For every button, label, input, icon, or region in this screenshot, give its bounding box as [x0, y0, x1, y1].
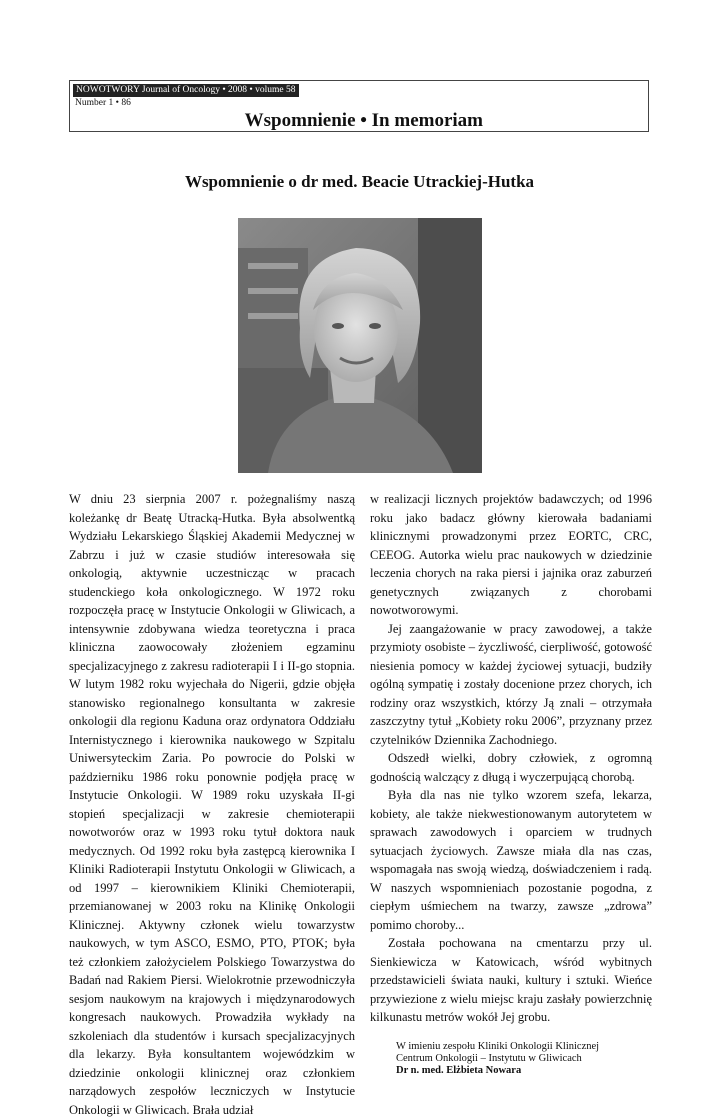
- journal-tag: NOWOTWORY Journal of Oncology • 2008 • volume 58: [73, 84, 299, 97]
- paragraph: w realizacji licznych projektów badawczych; od 1996 roku jako badacz główny kierowała badaniami klinicznymi prowadzonymi przez EORTC, CRC, CEEOG. Autorka wielu prac naukowych w dziedzinie leczenia chorych na raka piersi i jajnika oraz zaburzeń genetycznych związanych z chorobami nowotworowymi.: [370, 492, 652, 617]
- signature-line: Centrum Onkologii – Instytutu w Gliwicach: [396, 1052, 582, 1064]
- paragraph: Odszedł wielki, dobry człowiek, z ogromną godnością walczący z długą i wyczerpującą chorobą.: [370, 751, 652, 784]
- text-column-right: [370, 490, 652, 1077]
- paragraph: Była dla nas nie tylko wzorem szefa, lekarza, kobiety, ale także niekwestionowanym autorytetem w sprawach zawodowych i oparciem w trudnych sytuacjach życiowych. Zawsze miała dla nas czas, wspomagała nas swoją wiedzą, doświadczeniem i radą. W naszych wspomnieniach pozostanie pogodna, z ciepłym uśmiechem na twarzy, zawsze „zdrowa” pomimo choroby...: [370, 788, 652, 932]
- portrait-photo: [238, 218, 482, 473]
- signature-line: W imieniu zespołu Kliniki Onkologii Klinicznej: [396, 1040, 600, 1052]
- signature-block: [370, 1041, 652, 1077]
- text-column-left: [69, 490, 355, 1119]
- section-title: Wspomnienie • In memoriam: [244, 110, 483, 131]
- paragraph: W dniu 23 sierpnia 2007 r. pożegnaliśmy naszą koleżankę dr Beatę Utracką-Hutka. Była absolwentką Wydziału Lekarskiego Śląskiej Akademii Medycznej w Zabrzu i już w czasie studiów interesowała się onkologią, aktywnie uczestnicząc w pracach studenckiego koła onkologicznego. W 1972 roku rozpoczęła pracę w Instytucie Onkologii w Gliwicach, a intensywnie zdobywana wiedza teoretyczna i praca kliniczna zaowocowały złożeniem egzaminu specjalizacyjnego z zakresu radioterapii I i II-go stopnia. W lutym 1982 roku wyjechała do Nigerii, gdzie objęła stanowisko regionalnego konsultanta w zakresie onkologii dla regionu Kaduna oraz ordynatora Oddziału Internistycznego i kierownika naukowego w Szpitalu Uniwersyteckim Zaria. Po powrocie do Polski w październiku 1986 roku ponownie podjęła pracę w Instytucie Onkologii. W 1989 roku uzyskała II-gi stopień specjalizacji w zakresie chemioterapii nowotworów oraz w 1993 roku tytuł doktora nauk medycznych. Od 1992 roku była zastępcą kierownika I Kliniki Radioterapii Instytutu Onkologii w Gliwicach, a od 1997 – kierownikiem Kliniki Chemioterapii, przemianowanej w 2003 roku na Klinikę Onkologii Klinicznej. Aktywny członek wielu towarzystw naukowych, w tym ASCO, ESMO, PTO, PTOK; była też członkiem założycielem Polskiego Towarzystwa do Badań nad Rakiem Piersi. Wielokrotnie przewodniczyła sesjom naukowym na krajowych i międzynarodowych kongresach naukowych. Prowadziła wykłady na szkoleniach dla studentów i kursach specjalizacyjnych dla lekarzy. Była konsultantem wojewódzkim w dziedzinie onkologii klinicznej oraz członkiem narządowych zespołów leczniczych w Instytucie Onkologii w Gliwicach. Brała udział: [69, 492, 355, 1117]
- journal-header: [69, 80, 649, 132]
- issue-number: Number 1 • 86: [75, 98, 131, 108]
- signature-author: Dr n. med. Elżbieta Nowara: [396, 1064, 522, 1076]
- article-title: Wspomnienie o dr med. Beacie Utrackiej-Hutka: [184, 172, 535, 191]
- paragraph: Została pochowana na cmentarzu przy ul. Sienkiewicza w Katowicach, wśród wybitnych przedstawicieli świata nauki, kultury i sztuki. Wieńce przywiezione z wielu miejsc kraju zasłały powierzchnię kilkunastu metrów wokół Jej grobu.: [370, 936, 652, 1024]
- paragraph: Jej zaangażowanie w pracy zawodowej, a także przymioty osobiste – życzliwość, cierpliwość, gotowość niesienia pomocy w każdej życiowej sytuacji, budziły ogólną sympatię i zostały docenione przez chorych, ich rodziny oraz wszystkich, którzy Ją znali – otrzymała zaszczytny tytuł „Kobiety roku 2006”, przyznany przez czytelników Dziennika Zachodniego.: [370, 621, 652, 747]
